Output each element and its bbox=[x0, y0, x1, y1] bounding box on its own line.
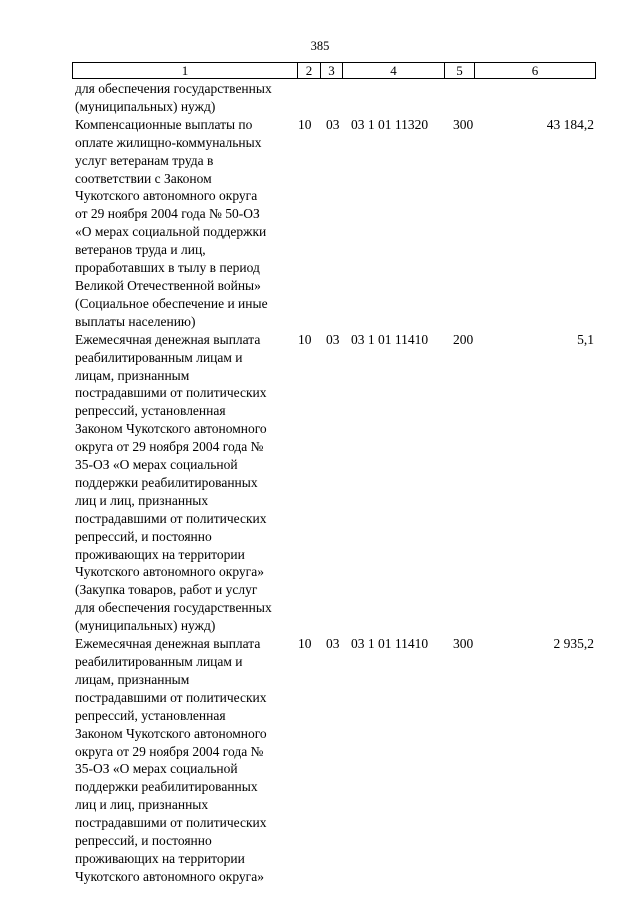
row-target-article: 03 1 01 11410 bbox=[351, 331, 429, 347]
row-subsection-code: 03 bbox=[326, 116, 340, 132]
row-description: Ежемесячная денежная выплата реабилитированным лицам и лицам, признанным пострадавшими от политических репрессий, установленная Законом Чукотского автономного округа от 29 ноября 2004 года № 35-ОЗ «О мерах социальной поддержки реабилитированных лиц и лиц, признанных пострадавшими от политических репрессий, и постоянно проживающих на территории Чукотского автономного округа» (Закупка товаров, работ и услуг для обеспечения государственных (муниципальных) нужд) bbox=[75, 331, 272, 634]
row-target-article: 03 1 01 11320 bbox=[351, 116, 429, 132]
page-number: 385 bbox=[310, 39, 330, 53]
table-header-row bbox=[72, 62, 596, 79]
header-col-4: 4 bbox=[343, 63, 445, 78]
row-expense-type: 200 bbox=[453, 331, 474, 347]
table-row bbox=[0, 635, 640, 886]
row-section-code: 10 bbox=[298, 331, 312, 347]
header-col-5: 5 bbox=[445, 63, 475, 78]
row-subsection-code: 03 bbox=[326, 636, 340, 652]
row-description: Ежемесячная денежная выплата реабилитированным лицам и лицам, признанным пострадавшими от политических репрессий, установленная Законом Чукотского автономного округа от 29 ноября 2004 года № 35-ОЗ «О мерах социальной поддержки реабилитированных лиц и лиц, признанных пострадавшими от политических репрессий, и постоянно проживающих на территории Чукотского автономного округа» bbox=[75, 636, 267, 884]
row-section-code: 10 bbox=[298, 116, 312, 132]
row-description: Компенсационные выплаты по оплате жилищно-коммунальных услуг ветеранам труда в соответствии с Законом Чукотского автономного округа от 29 ноября 2004 года № 50-ОЗ «О мерах социальной поддержки ветеранов труда и лиц, проработавших в тылу в период Великой Отечественной войны» (Социальное обеспечение и иные выплаты населению) bbox=[75, 116, 268, 329]
row-section-code: 10 bbox=[298, 636, 312, 652]
row-subsection-code: 03 bbox=[326, 331, 340, 347]
row-target-article: 03 1 01 11410 bbox=[351, 636, 429, 652]
row-expense-type: 300 bbox=[453, 116, 474, 132]
row-amount: 43 184,2 bbox=[546, 116, 594, 132]
table-row bbox=[0, 116, 640, 331]
row-expense-type: 300 bbox=[453, 636, 474, 652]
header-col-3: 3 bbox=[321, 63, 343, 78]
row-amount: 2 935,2 bbox=[553, 636, 594, 652]
header-col-2: 2 bbox=[298, 63, 321, 78]
header-col-1: 1 bbox=[73, 63, 298, 78]
row-amount: 5,1 bbox=[577, 331, 594, 347]
header-col-6: 6 bbox=[531, 63, 539, 78]
table-row bbox=[0, 80, 640, 116]
table-row bbox=[0, 331, 640, 635]
budget-table-body bbox=[0, 80, 640, 886]
row-description: для обеспечения государственных (муниципальных) нужд) bbox=[75, 81, 272, 114]
